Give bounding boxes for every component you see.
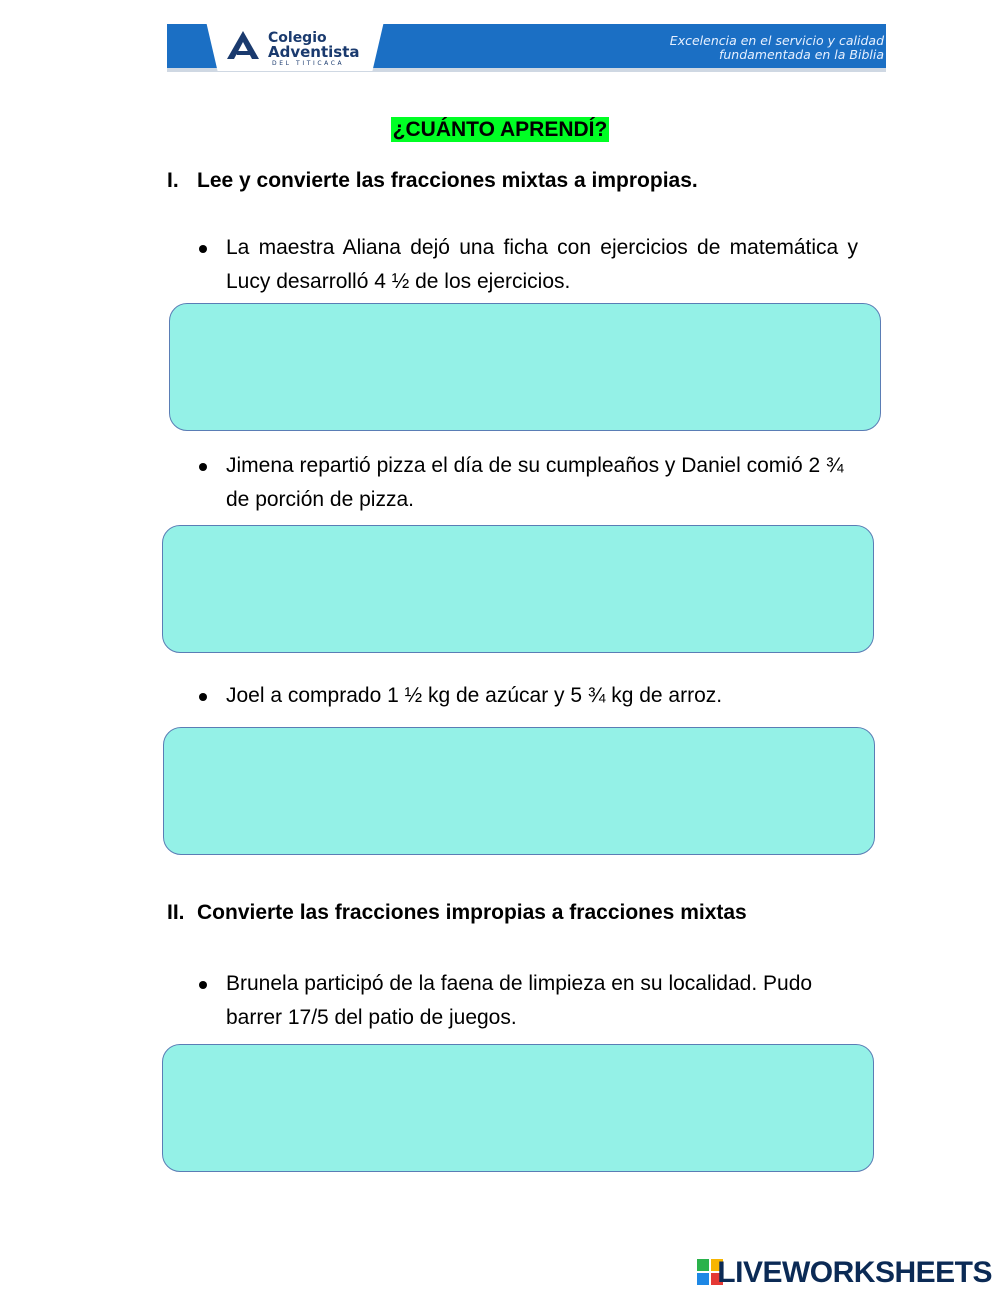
slogan-line1: Excelencia en el servicio y calidad xyxy=(669,33,884,48)
section-1-heading xyxy=(167,169,698,193)
exercise-4-text: Brunela participó de la faena de limpieza en su localidad. Pudo barrer 17/5 del patio de juegos. xyxy=(226,967,836,1035)
exercise-1-text: La maestra Aliana dejó una ficha con ejercicios de matemática y Lucy desarrolló 4 ½ de los ejercicios. xyxy=(226,231,858,299)
logo-name-line3: DEL TITICACA xyxy=(272,60,345,67)
answer-box-2[interactable] xyxy=(162,525,874,653)
page-title xyxy=(0,118,1000,142)
answer-box-3[interactable] xyxy=(163,727,875,855)
answer-box-4[interactable] xyxy=(162,1044,874,1172)
answer-box-1[interactable] xyxy=(169,303,881,431)
section-2-number: II. xyxy=(167,901,185,924)
section-1-heading-text: Lee y convierte las fracciones mixtas a impropias. xyxy=(197,169,698,192)
slogan-line2: fundamentada en la Biblia xyxy=(718,47,884,62)
liveworksheets-brand: LIVEWORKSHEETS xyxy=(717,1256,992,1289)
logo-name-line1: Colegio xyxy=(268,30,327,46)
page-title-text: ¿CUÁNTO APRENDÍ? xyxy=(392,118,608,141)
school-logo-icon xyxy=(226,30,260,60)
section-2-heading-text: Convierte las fracciones impropias a fracciones mixtas xyxy=(197,901,747,924)
exercise-3-text: Joel a comprado 1 ½ kg de azúcar y 5 ¾ kg de arroz. xyxy=(226,679,858,713)
logo-name-line2: Adventista xyxy=(268,43,360,61)
exercise-2-text: Jimena repartió pizza el día de su cumpleaños y Daniel comió 2 ¾ de porción de pizza. xyxy=(226,449,858,517)
section-2-heading xyxy=(167,901,747,925)
school-slogan xyxy=(670,34,884,62)
section-1-number: I. xyxy=(167,169,179,192)
